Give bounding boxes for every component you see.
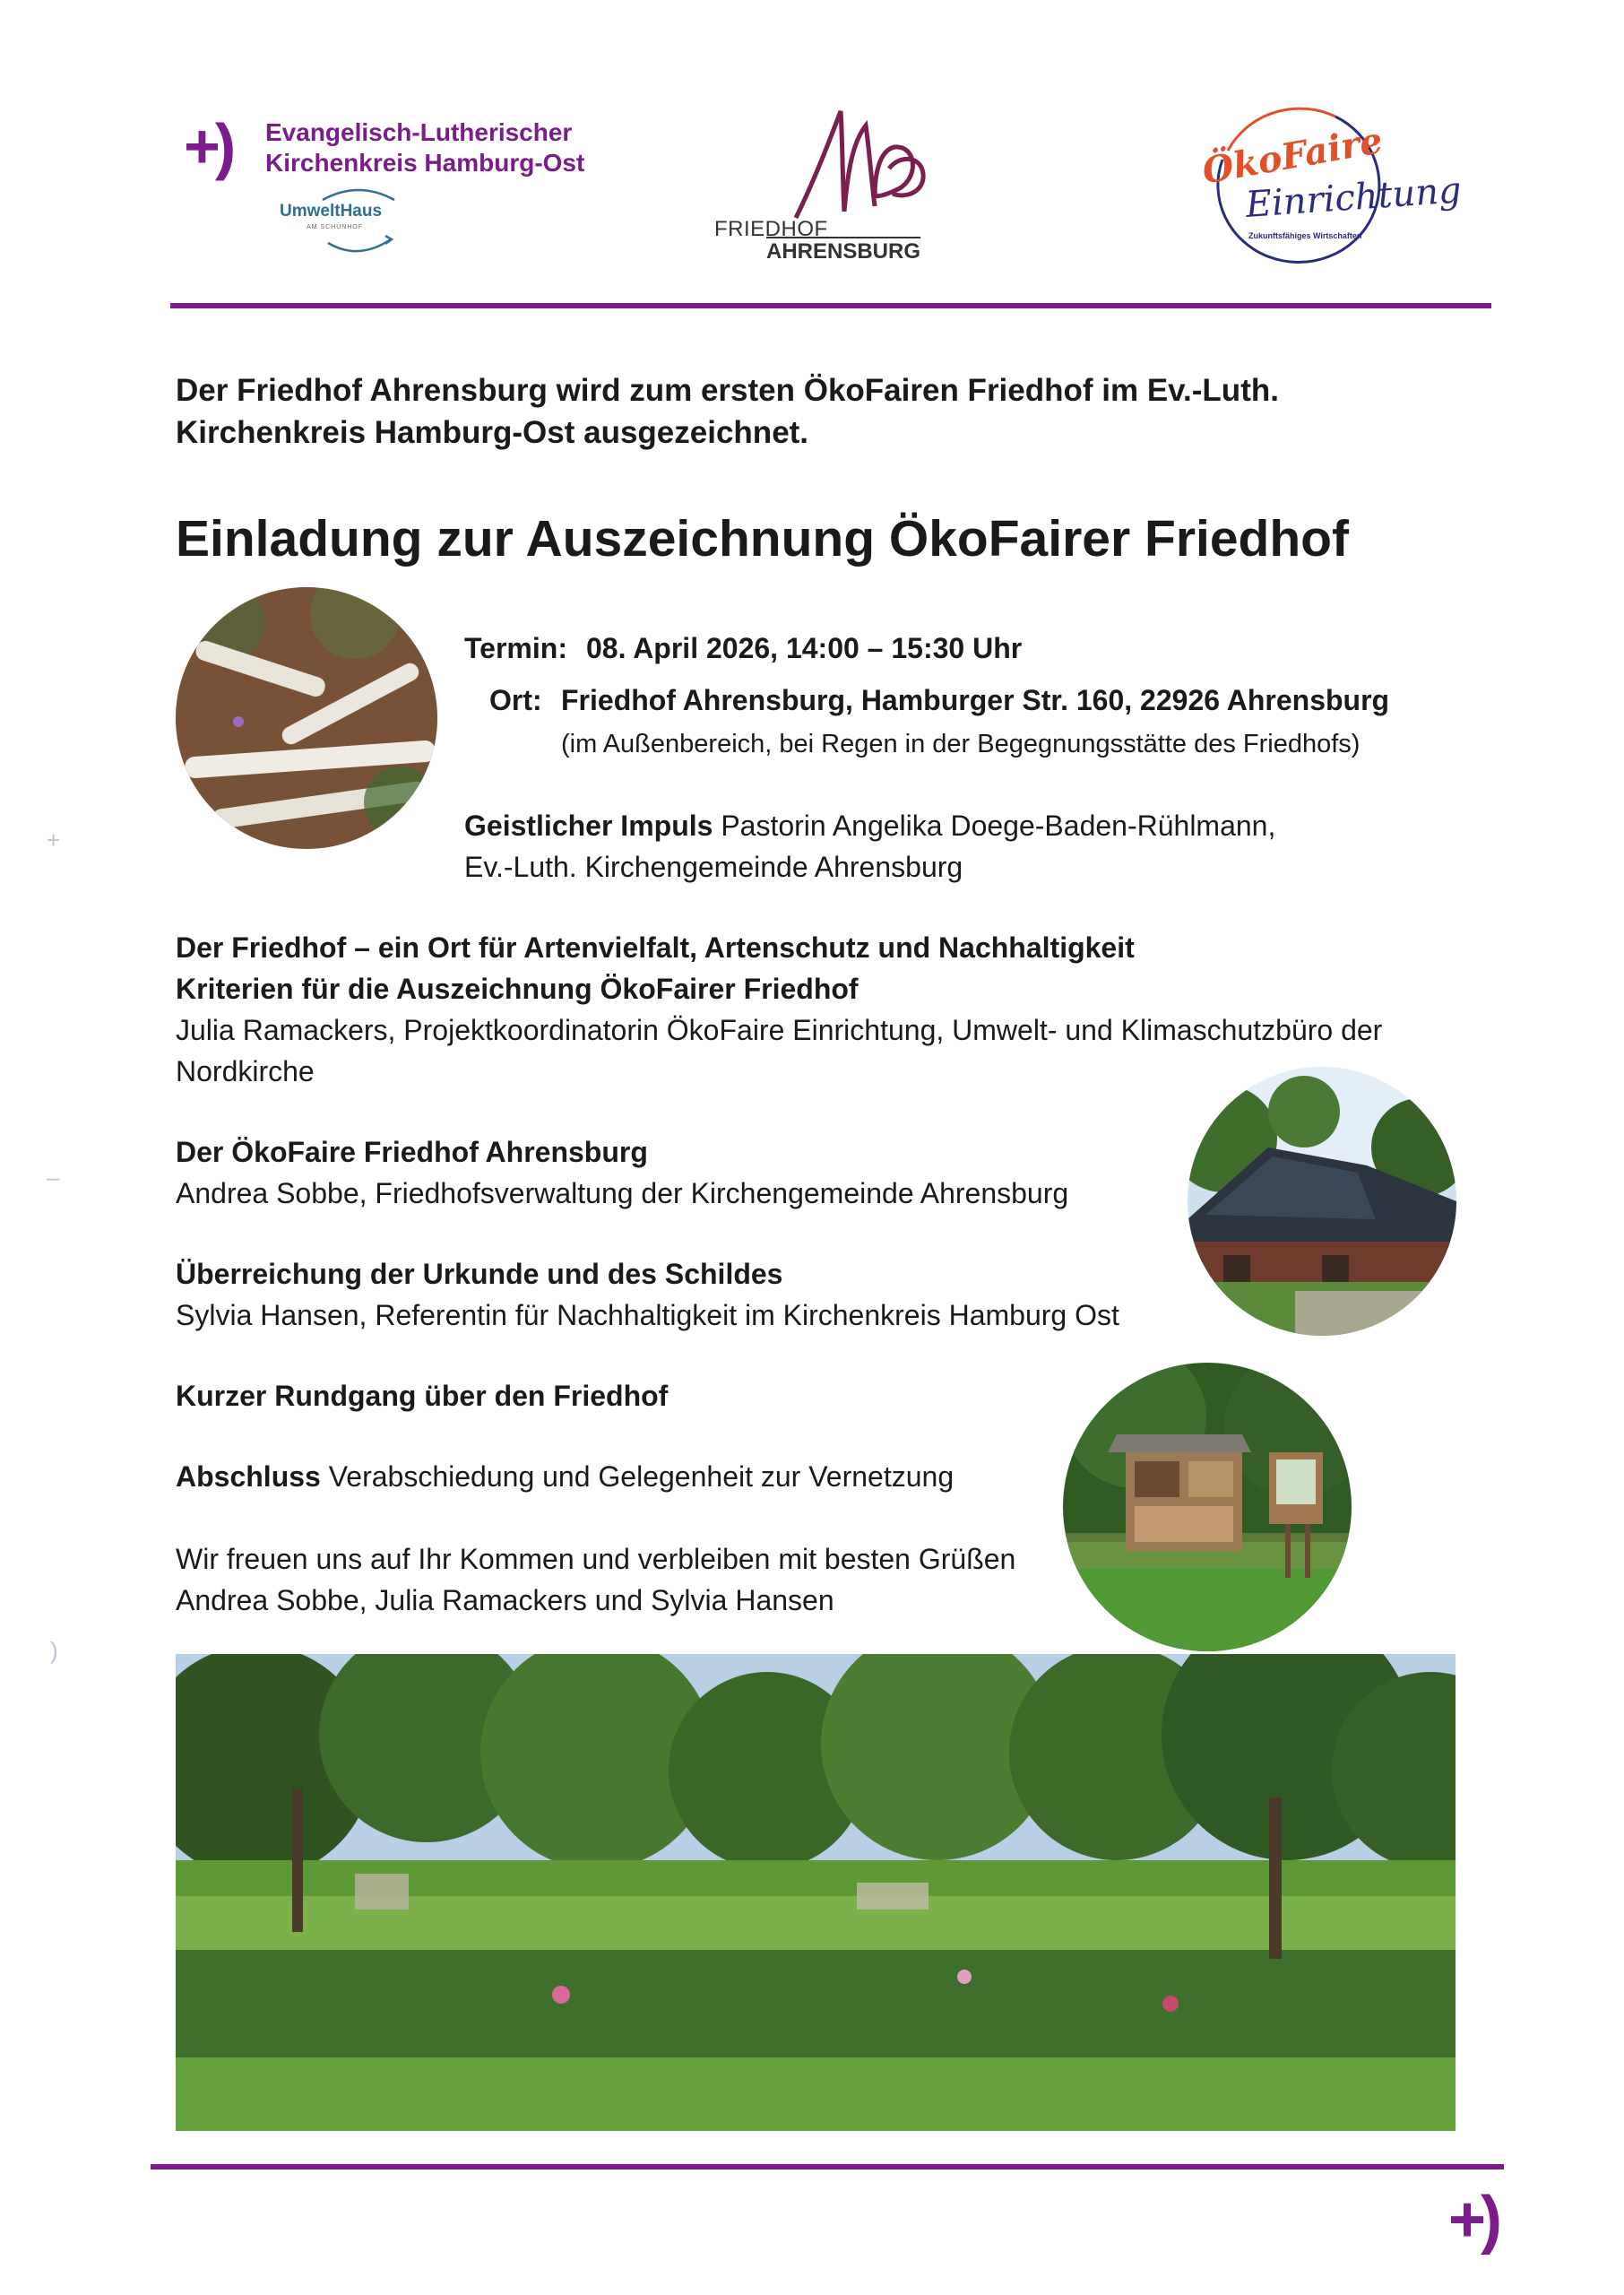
ort-value: Friedhof Ahrensburg, Hamburger Str. 160, 22926 Ahrensburg xyxy=(561,684,1390,716)
abschluss-line xyxy=(176,1456,954,1497)
artenvielfalt-heading1: Der Friedhof – ein Ort für Artenvielfalt, Artenschutz und Nachhaltigkeit xyxy=(176,931,1135,964)
artenvielfalt-heading2: Kriterien für die Auszeichnung ÖkoFairer Friedhof xyxy=(176,973,859,1005)
side-mark-dash: – xyxy=(47,1164,60,1191)
artenvielfalt-speaker-line2: Nordkirche xyxy=(176,1055,315,1087)
urkunde-heading: Überreichung der Urkunde und des Schildes xyxy=(176,1258,783,1290)
friedhof-logo-emblem xyxy=(789,106,932,222)
photo-building-solar xyxy=(1188,1067,1456,1336)
ort-note: (im Außenbereich, bei Regen in der Begegnungsstätte des Friedhofs) xyxy=(561,730,1361,758)
kirchenkreis-name-line2: Kirchenkreis Hamburg-Ost xyxy=(265,149,585,177)
rundgang-heading: Kurzer Rundgang über den Friedhof xyxy=(176,1380,669,1412)
photo-cemetery-garden xyxy=(176,1654,1456,2131)
friedhof-logo-top-text: FRIEDHOF xyxy=(714,217,828,241)
intro-text: Der Friedhof Ahrensburg wird zum ersten ÖkoFairen Friedhof im Ev.-Luth. Kirchenkreis Hamburg-Ost ausgezeichnet. xyxy=(176,373,1279,450)
friedhof-logo-bottom-text: AHRENSBURG xyxy=(766,237,920,264)
photo-birch-logs xyxy=(176,587,437,849)
side-mark-paren: ) xyxy=(50,1637,58,1664)
oekofaire-logo-word2: Einrichtung xyxy=(1244,169,1464,226)
kirchenkreis-logo-mark: +) xyxy=(184,111,231,181)
abschluss-heading: Abschluss xyxy=(176,1460,321,1493)
ort-label: Ort: xyxy=(489,684,542,716)
impuls-speaker: Pastorin Angelika Doege-Baden-Rühlmann, xyxy=(721,810,1276,842)
oekofaire-logo-sub: Zukunftsfähiges Wirtschaften xyxy=(1248,231,1362,240)
closing-signatories: Andrea Sobbe, Julia Ramackers und Sylvia Hansen xyxy=(176,1584,834,1616)
urkunde-speaker: Sylvia Hansen, Referentin für Nachhaltigkeit im Kirchenkreis Hamburg Ost xyxy=(176,1299,1119,1331)
termin-label: Termin: xyxy=(464,632,567,664)
footer-divider xyxy=(151,2164,1504,2169)
side-mark-plus: + xyxy=(47,827,61,853)
page-title: Einladung zur Auszeichnung ÖkoFairer Friedhof xyxy=(176,510,1349,567)
impuls-org: Ev.-Luth. Kirchengemeinde Ahrensburg xyxy=(464,851,963,883)
abschluss-text: Verabschiedung und Gelegenheit zur Vernetzung xyxy=(328,1460,955,1493)
umwelthaus-logo-sub: AM SCHÜNHOF xyxy=(307,224,364,230)
termin-value: 08. April 2026, 14:00 – 15:30 Uhr xyxy=(586,632,1023,664)
oekofaire-logo-word1: ÖkoFaire xyxy=(1198,119,1386,193)
artenvielfalt-speaker-line1: Julia Ramackers, Projektkoordinatorin ÖkoFaire Einrichtung, Umwelt- und Klimaschutzbüro der xyxy=(176,1014,1383,1046)
oekofairer-friedhof-speaker: Andrea Sobbe, Friedhofsverwaltung der Kirchengemeinde Ahrensburg xyxy=(176,1177,1069,1209)
footer-logo-mark: +) xyxy=(1448,2184,1498,2256)
closing-line1: Wir freuen uns auf Ihr Kommen und verbleiben mit besten Grüßen xyxy=(176,1543,1016,1575)
kirchenkreis-name-line1: Evangelisch-Lutherischer xyxy=(265,118,573,146)
photo-insect-hotel xyxy=(1063,1363,1352,1651)
oekofairer-friedhof-heading: Der ÖkoFaire Friedhof Ahrensburg xyxy=(176,1136,648,1168)
header-divider xyxy=(170,303,1491,308)
umwelthaus-logo-name: UmweltHaus xyxy=(280,202,383,221)
impuls-line1 xyxy=(464,805,1275,846)
impuls-heading: Geistlicher Impuls xyxy=(464,810,713,842)
